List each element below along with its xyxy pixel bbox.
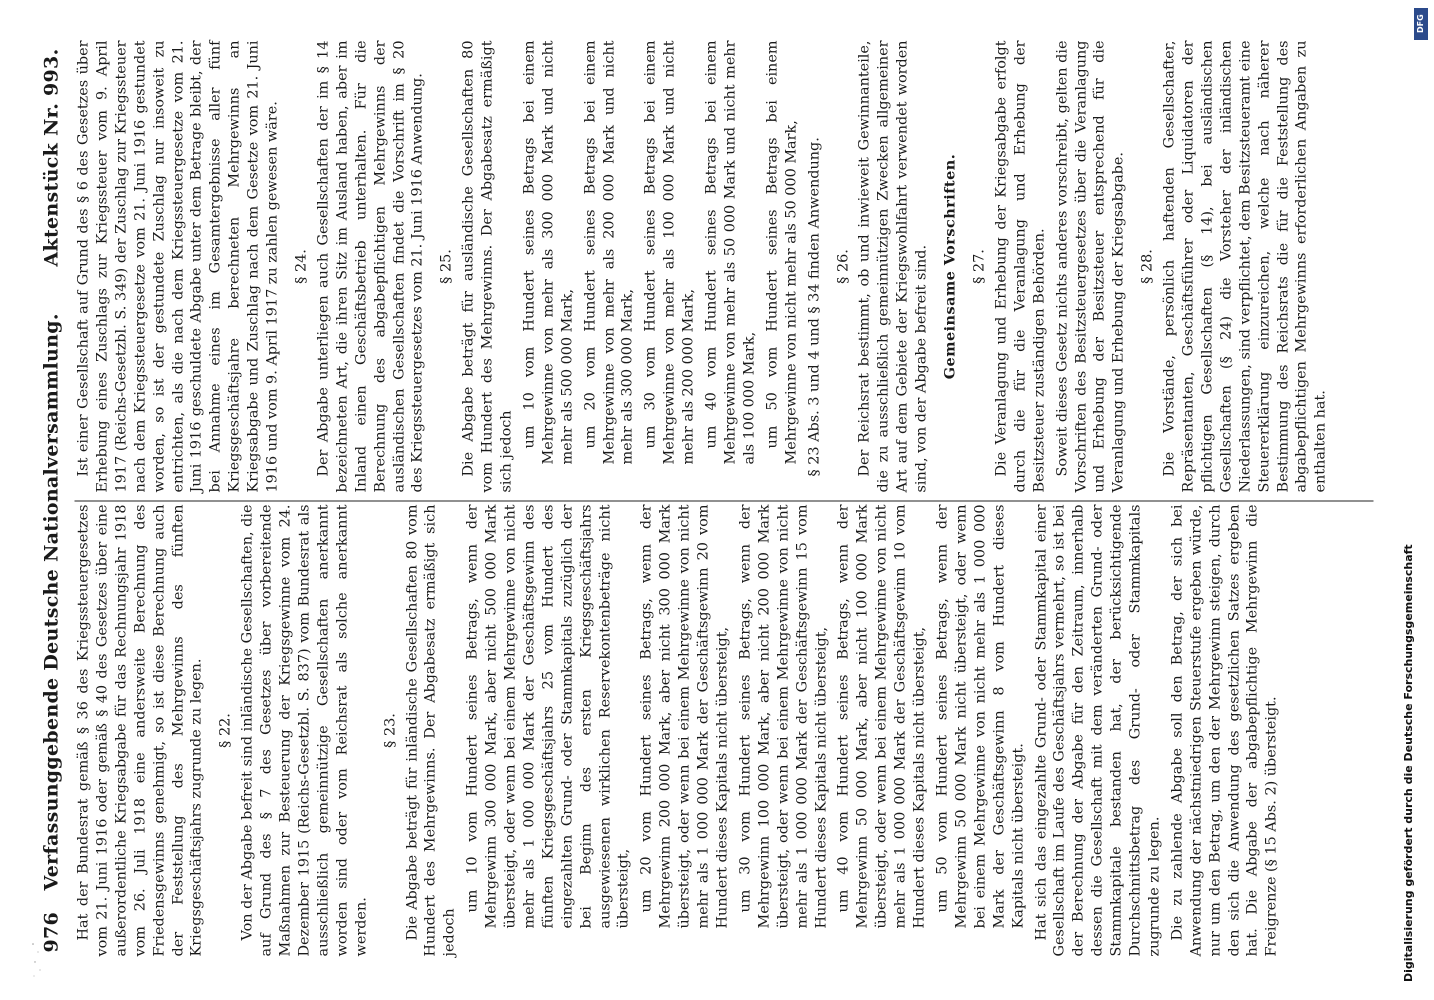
list-item: um 20 vom Hundert seines Betrags, wenn der Mehrgewinn 200 000 Mark, aber nicht 300 000 Mark übersteigt, oder wenn bei einem Mehrgewinne von nicht mehr als 1 000 000 Mark der Geschäftsgewinn 20 vom Hundert dieses Kapitals nicht übersteigt, [638, 504, 731, 929]
page-title: Verfassunggebende Deutsche Nationalversammlung. [40, 313, 63, 891]
list-item: um 40 vom Hundert seines Betrags, wenn der Mehrgewinn 50 000 Mark, aber nicht 100 000 Mark übersteigt, oder wenn bei einem Mehrgewinne von nicht mehr als 1 000 000 Mark der Geschäftsgewinn 10 vom Hundert dieses Kapitals nicht übersteigt, [835, 504, 928, 929]
paragraph: Die Abgabe beträgt für inländische Gesellschaften 80 vom Hundert des Mehrgewinns. Der Abgabesatz ermäßigt sich jedoch [404, 504, 458, 957]
paragraph: Die zu zahlende Abgabe soll den Betrag, der sich bei Anwendung der nächstniedrigen Steuerstufe ergeben würde, nur um den Betrag, um den der Mehrgewinn steigen, durch den sich die Anwendung des gesetzlichen Satzes ergeben hat. Die Abgabe der abgabepflichtige Mehrgewinn die Freigrenze (§ 15 Abs. 2) übersteigt. [1169, 504, 1280, 957]
section-number: § 27. [971, 249, 988, 284]
paragraph: Der Reichsrat bestimmt, ob und inwieweit Gewinnanteile, die zu ausschließlich gemeinnützigen Zwecken allgemeiner Art auf dem Gebiete der Kriegswohlfahrt verwendet worden sind, von der Abgabe befreit sind. [856, 40, 930, 493]
paragraph: Der Abgabe unterliegen auch Gesellschaften der im § 14 bezeichneten Art, die ihren Sitz im Ausland haben, aber im Inland einen Geschäftsbetrieb unterhalten. Für die Berechnung des abgabepflichtigen Mehrgewinns der ausländischen Gesellschaften findet die Vorschrift im § 20 des Kriegssteuergesetzes vom 21. Juni 1916 Anwendung. [315, 40, 426, 493]
funding-stamp [1402, 2, 1432, 998]
paragraph: Soweit dieses Gesetz nichts anderes vorschreibt, gelten die Vorschriften des Besitzsteuergesetzes über die Veranlagung und Erhebung der Besitzsteuer entsprechend für die Veranlagung und Erhebung der Kriegsabgabe. [1054, 40, 1127, 493]
list-item: um 40 vom Hundert seines Betrags bei einem Mehrgewinne von mehr als 50 000 Mark und nicht mehr als 100 000 Mark, [703, 40, 758, 465]
section-number: § 25. [438, 249, 455, 284]
paragraph: Von der Abgabe befreit sind inländische Gesellschaften, die auf Grund des § 7 des Gesetzes über vorbereitende Maßnahmen zur Besteuerung der Kriegsgewinne vom 24. Dezember 1915 (Reichs-Gesetzbl. S. 837) vom Bundesrat als ausschließlich gemeinnützige Gesellschaften anerkannt worden sind oder vom Reichsrat als solche anerkannt werden. [239, 504, 370, 957]
section-number: § 26. [835, 249, 852, 284]
list-item: um 10 vom Hundert seines Betrags, wenn der Mehrgewinn 300 000 Mark, aber nicht 500 000 Mark übersteigt, oder wenn bei einem Mehrgewinne von nicht mehr als 1 000 000 Mark der Geschäftsgewinn des fünften Kriegsgeschäftsjahrs 25 vom Hundert des eingezahlten Grund- oder Stammkapitals zuzüglich der bei Beginn des ersten Kriegsgeschäftsjahrs ausgewiesenen wirklichen Reservekontenbeträge nicht übersteigt, [464, 504, 632, 929]
document-number: Aktenstück Nr. 993. [40, 48, 63, 267]
scan-specks [30, 940, 44, 980]
list-item: um 30 vom Hundert seines Betrags, wenn der Mehrgewinn 100 000 Mark, aber nicht 200 000 Mark übersteigt, oder wenn bei einem Mehrgewinne von nicht mehr als 1 000 000 Mark der Geschäftsgewinn 15 vom Hundert dieses Kapitals nicht übersteigt, [737, 504, 830, 929]
paragraph: Ist einer Gesellschaft auf Grund des § 6 des Gesetzes über Erhebung eines Zuschlags zur Kriegssteuer vom 9. April 1917 (Reichs-Gesetzbl. S. 349) der Zuschlag zur Kriegssteuer nach dem Kriegssteuergesetze vom 21. Juni 1916 gestundet worden, so ist der gestundete Zuschlag nur insoweit zu entrichten, als die nach dem Kriegssteuergesetze vom 21. Juni 1916 geschuldete Abgabe unter dem Betrage bleibt, der bei Annahme eines im Gesamtergebnisse aller fünf Kriegsgeschäftsjahre berechneten Mehrgewinns an Kriegsabgabe und Zuschlag nach dem Gesetze vom 21. Juni 1916 und vom 9. April 1917 zu zahlen gewesen wäre. [75, 40, 281, 493]
paragraph: Hat sich das eingezahlte Grund- oder Stammkapital einer Gesellschaft im Laufe des Geschäftsjahrs vermehrt, so ist bei der Berechnung der Abgabe für den Zeitraum, innerhalb dessen die Gesellschaft mit dem veränderten Grund- oder Stammkapitale bestanden hat, der berücksichtigende Durchschnittsbetrag des Grund- oder Stammkapitals zugrunde zu legen. [1033, 504, 1163, 957]
right-column [75, 41, 1376, 493]
paragraph: Die Abgabe beträgt für ausländische Gesellschaften 80 vom Hundert des Mehrgewinns. Der Abgabesatz ermäßigt sich jedoch [460, 40, 515, 493]
column-divider [75, 501, 1374, 502]
list-item: um 20 vom Hundert seines Betrags bei einem Mehrgewinne von mehr als 200 000 Mark und nicht mehr als 300 000 Mark, [582, 40, 636, 465]
funding-stamp-text: Digitalisierung gefördert durch die Deutsche Forschungsgemeinschaft [1402, 544, 1415, 982]
section-number: § 22. [217, 713, 234, 748]
paragraph: Hat der Bundesrat gemäß § 36 des Kriegssteuergesetzes vom 21. Juni 1916 oder gemäß § 40 des Gesetzes über eine außerordentliche Kriegsabgabe für das Rechnungsjahr 1918 vom 26. Juli 1918 eine andersweite Berechnung des Friedensgewinns genehmigt, so ist diese Berechnung auch der Feststellung des Mehrgewinns des fünften Kriegsgeschäftsjahrs zugrunde zu legen. [75, 504, 205, 957]
paragraph: Die Vorstände, persönlich haftenden Gesellschafter, Repräsentanten, Geschäftsführer oder Liquidatoren der pflichtigen Gesellschaften (§ 14), bei ausländischen Gesellschaften (§ 24) die Vorsteher der inländischen Niederlassungen, sind verpflichtet, dem Besitzsteueramt eine Steuererklärung einzureichen, welche nach näherer Bestimmung des Reichsrats die für die Feststellung des abgabepflichtigen Mehrgewinns erforderlichen Angaben zu enthalten hat. [1161, 40, 1329, 493]
section-number: § 28. [1139, 249, 1156, 284]
left-column [75, 505, 1376, 957]
dfg-logo: DFG [1414, 8, 1428, 40]
paragraph: § 23 Abs. 3 und 4 und § 34 finden Anwendung. [806, 137, 823, 477]
page-header [37, 39, 71, 961]
section-heading: Gemeinsame Vorschriften. [941, 153, 959, 380]
list-item: um 50 vom Hundert seines Betrags, wenn der Mehrgewinn 50 000 Mark nicht übersteigt, oder wenn bei einem Mehrgewinne von nicht mehr als 1 000 000 Mark der Geschäftsgewinn 8 vom Hundert dieses Kapitals nicht übersteigt. [934, 504, 1027, 929]
page-number: 976 [40, 911, 63, 953]
list-item: um 50 vom Hundert seines Betrags bei einem Mehrgewinne von nicht mehr als 50 000 Mark, [764, 40, 800, 465]
document-page [25, 31, 1410, 971]
list-item: um 10 vom Hundert seines Betrags bei einem Mehrgewinne von mehr als 300 000 Mark und nicht mehr als 500 000 Mark, [521, 40, 576, 465]
section-number: § 24. [293, 249, 310, 284]
list-item: um 30 vom Hundert seines Betrags bei einem Mehrgewinne von mehr als 100 000 Mark und nicht mehr als 200 000 Mark, [642, 40, 697, 465]
section-number: § 23. [382, 713, 399, 748]
paragraph: Die Veranlagung und Erhebung der Kriegsabgabe erfolgt durch die für die Veranlagung und Erhebung der Besitzsteuer zuständigen Behörden. [993, 40, 1048, 493]
